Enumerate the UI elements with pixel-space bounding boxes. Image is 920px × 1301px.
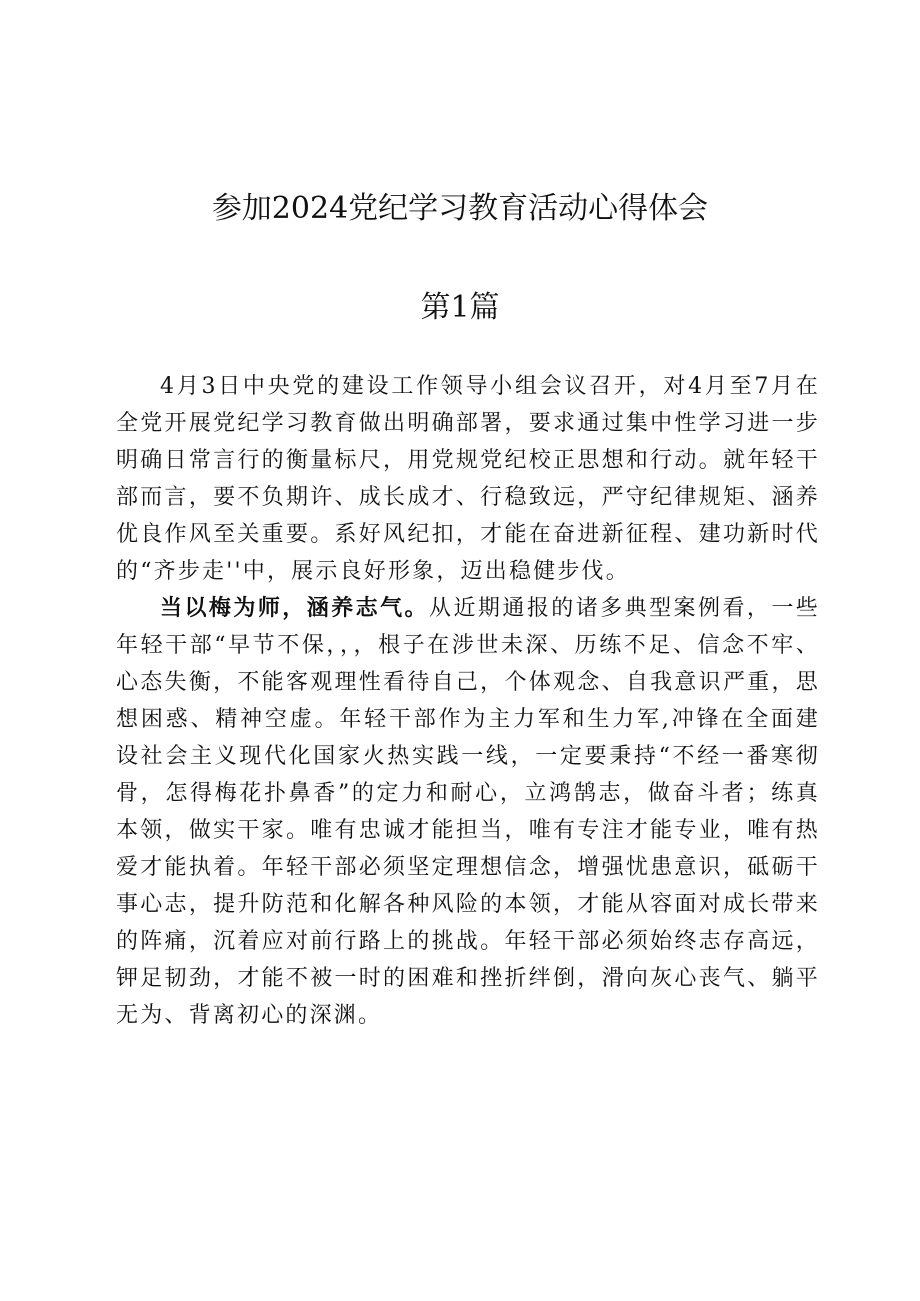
paragraph-1-text: 4月3日中央党的建设工作领导小组会议召开，对4月至7月在全党开展党纪学习教育做出明确部署，要求通过集中性学习进一步明确日常言行的衡量标尺，用党规党纪校正思想和行动。就年轻干部而言，要不负期许、成长成才、行稳致远，严守纪律规矩、涵养优良作风至关重要。系好风纪扣，才能在奋进新征程、建功新时代的“齐步走''中，展示良好形象，迈出稳健步伐。 [116, 374, 820, 584]
document-title: 参加2024党纪学习教育活动心得体会 [211, 191, 709, 226]
document-body [116, 368, 820, 1034]
section-heading: 第1篇 [420, 290, 500, 325]
paragraph-1 [116, 368, 820, 590]
paragraph-2 [116, 590, 820, 1034]
paragraph-2-lead: 当以梅为师，涵养志气。 [160, 595, 429, 621]
paragraph-2-text: 从近期通报的诸多典型案例看，一些年轻干部“早节不保，，，根子在涉世未深、历练不足、信念不牢、心态失衡，不能客观理性看待自己，个体观念、自我意识严重，思想困惑、精神空虚。年轻干部作为主力军和生力军,冲锋在全面建设社会主义现代化国家火热实践一线，一定要秉持“不经一番寒彻骨，怎得梅花扑鼻香”的定力和耐心，立鸿鹄志，做奋斗者；练真本领，做实干家。唯有忠诚才能担当，唯有专注才能专业，唯有热爱才能执着。年轻干部必须坚定理想信念，增强忧患意识，砥砺干事心志，提升防范和化解各种风险的本领，才能从容面对成长带来的阵痛，沉着应对前行路上的挑战。年轻干部必须始终志存高远，钾足韧劲，才能不被一时的困难和挫折绊倒，滑向灰心丧气、躺平无为、背离初心的深渊。 [116, 596, 821, 1028]
